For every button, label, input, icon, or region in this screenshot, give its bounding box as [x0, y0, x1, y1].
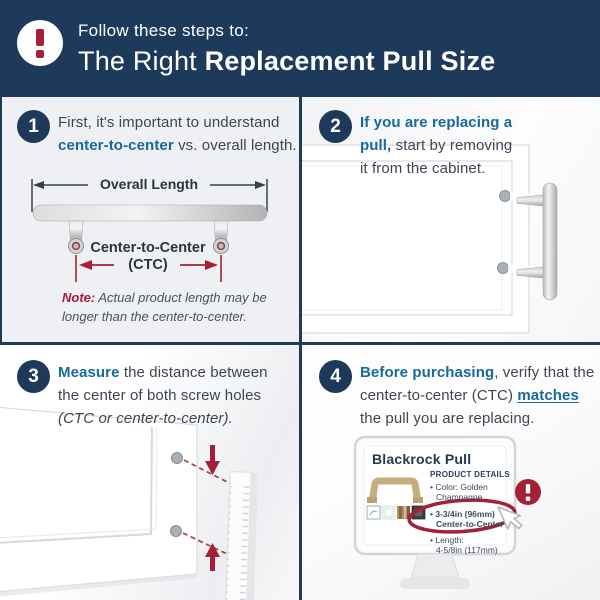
- product-ctc-line2: Center-to-Center: [436, 519, 504, 529]
- step-3-number-badge: 3: [17, 360, 50, 393]
- product-length-line2: 4-5/8in (117mm): [436, 545, 498, 555]
- exclamation-icon: [17, 20, 63, 66]
- ruler: [226, 472, 259, 600]
- header-title-light: The Right: [78, 46, 205, 76]
- step-1-number-badge: 1: [17, 110, 50, 143]
- product-details-header: PRODUCT DETAILS: [430, 470, 510, 479]
- step-3-panel: [0, 345, 299, 600]
- product-length-line1: • Length:: [430, 535, 464, 545]
- monitor-base: [400, 578, 470, 589]
- header: [0, 0, 600, 95]
- screw-hole-top: [172, 453, 183, 464]
- note-text: Note: Actual product length may be longer than the center-to-center.: [62, 290, 267, 324]
- left-edge-border: [0, 95, 2, 345]
- arrow-up: [205, 543, 220, 571]
- product-color-line2: Champagne: [436, 492, 483, 502]
- product-color-line1: • Color: Golden: [430, 482, 488, 492]
- step-2-panel: [302, 95, 600, 342]
- exclamation-icon: [515, 479, 541, 505]
- step-4-text: Before purchasing, verify that the center-to-center (CTC) matches the pull you are replacing.: [360, 364, 595, 427]
- removed-pull-bar: [543, 183, 557, 300]
- step-1-highlight: center-to-center: [58, 137, 174, 154]
- overall-arrowhead-right: [255, 181, 266, 189]
- overall-arrowhead-left: [33, 181, 44, 189]
- screw-hole-bottom: [498, 263, 509, 274]
- monitor-stand: [411, 554, 459, 578]
- screw-hole-top: [500, 191, 511, 202]
- product-ctc-line1: • 3-3/4in (96mm): [430, 509, 495, 519]
- step-4-number-badge: 4: [319, 360, 352, 393]
- header-title-bold: Replacement Pull Size: [204, 46, 496, 76]
- pull-bar: [33, 205, 267, 221]
- cabinet-door: [0, 407, 197, 592]
- header-title: [78, 46, 495, 77]
- ctc-abbrev-label: (CTC): [128, 257, 168, 273]
- overall-length-label: Overall Length: [99, 176, 199, 192]
- column-divider: [299, 95, 302, 600]
- step-2-text: If you are replacing a pull, start by removing it from the cabinet.: [360, 114, 513, 177]
- step-1-line1: First, it's important to understand: [58, 114, 280, 131]
- step-2-number-badge: 2: [319, 110, 352, 143]
- step-4-panel: [302, 345, 600, 600]
- step-3-text: Measure the distance between the center of both screw holes (CTC or center-to-center).: [58, 364, 268, 427]
- step-1-line2: vs. overall length.: [173, 137, 297, 154]
- note-label: Note:: [62, 290, 96, 305]
- product-title: Blackrock Pull: [372, 451, 472, 467]
- screw-hole-bottom: [171, 526, 182, 537]
- arrow-down: [205, 445, 220, 475]
- header-kicker: Follow these steps to:: [78, 21, 250, 40]
- ctc-label: Center-to-Center: [90, 240, 206, 256]
- step-1-panel: [0, 95, 299, 342]
